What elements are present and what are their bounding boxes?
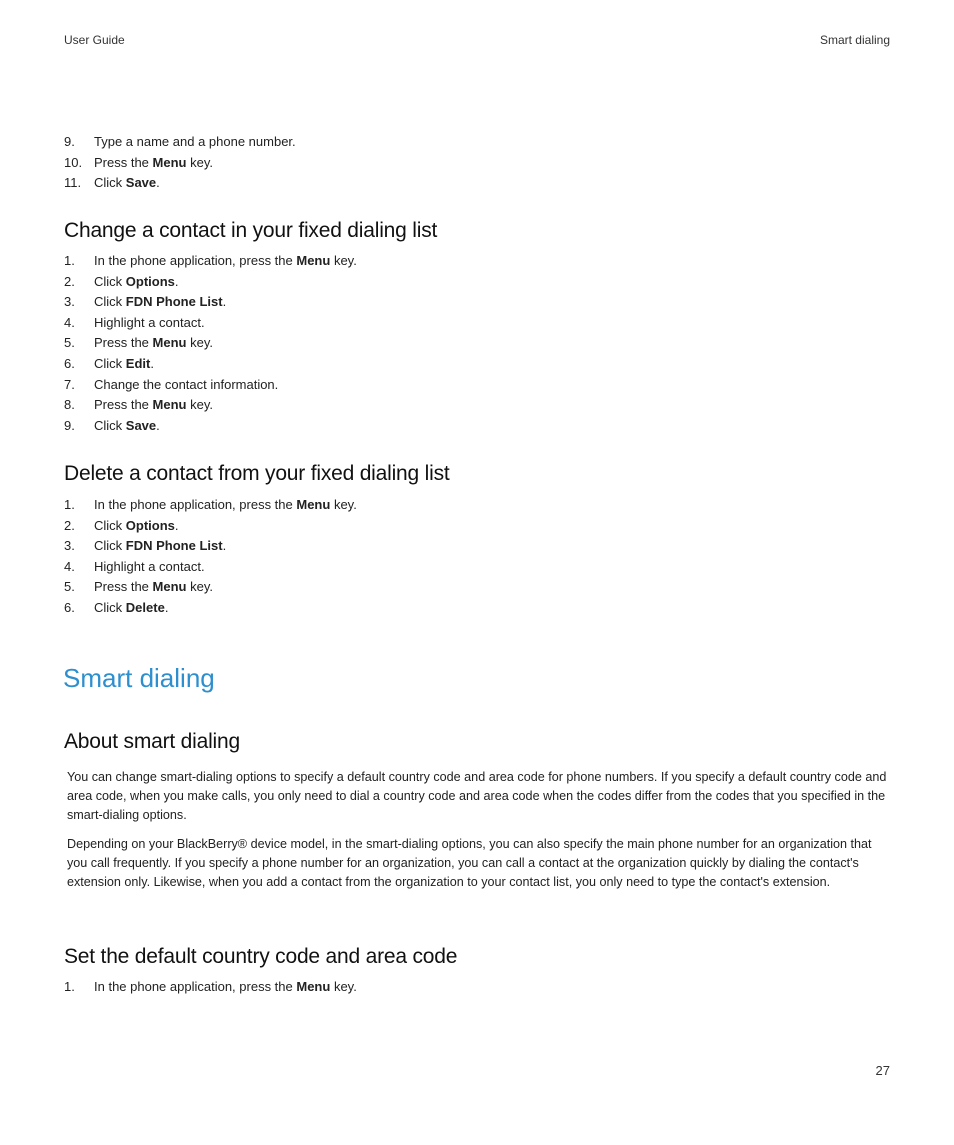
list-item <box>64 292 357 313</box>
page-number: 27 <box>875 1063 890 1078</box>
step-text: Click <box>94 538 126 554</box>
step-ui-term: Options <box>125 517 175 533</box>
step-text: In the phone application, press the <box>94 253 297 268</box>
step-text-suffix: . <box>174 273 179 289</box>
step-text-suffix: key. <box>186 579 213 595</box>
list-item <box>64 173 296 194</box>
list-item <box>64 557 357 578</box>
list-delete-contact-steps <box>64 495 357 619</box>
step-number: 4. <box>64 558 75 574</box>
step-ui-term: Menu <box>152 154 187 170</box>
step-text: Click <box>94 273 126 289</box>
step-number: 3. <box>64 294 75 310</box>
step-number: 7. <box>64 376 75 392</box>
step-number: 11. <box>64 175 82 191</box>
list-item <box>64 375 357 396</box>
step-text-suffix: key. <box>330 253 357 268</box>
step-ui-term: Save <box>125 417 157 433</box>
step-number: 2. <box>64 517 75 533</box>
list-change-contact-steps <box>64 251 357 436</box>
step-text-suffix: . <box>150 355 154 371</box>
step-text-suffix: key. <box>186 154 213 170</box>
step-number: 6. <box>64 355 75 371</box>
step-text-suffix: . <box>156 175 160 191</box>
list-item <box>64 132 296 153</box>
step-text: Click <box>94 175 126 191</box>
step-text: Press the <box>94 154 153 170</box>
step-text: Click <box>94 294 126 310</box>
step-number: 8. <box>64 397 75 413</box>
chapter-heading-smart-dialing: Smart dialing <box>63 663 215 693</box>
step-ui-term: Edit <box>125 355 151 371</box>
list-item <box>64 395 357 416</box>
step-text: Click <box>94 355 126 371</box>
running-header-right: Smart dialing <box>819 33 890 47</box>
step-text-suffix: key. <box>330 497 357 512</box>
step-ui-term: Menu <box>152 397 187 413</box>
step-number: 3. <box>64 538 75 554</box>
step-text: Click <box>94 517 126 533</box>
step-ui-term: Menu <box>152 335 187 351</box>
step-number: 9. <box>64 134 75 149</box>
step-ui-term: Options <box>125 273 175 289</box>
step-ui-term: Delete <box>125 599 165 615</box>
list-item <box>64 313 357 334</box>
step-ui-term: FDN Phone List <box>125 538 223 554</box>
step-number: 10. <box>64 154 83 170</box>
list-item <box>64 577 357 598</box>
step-number: 4. <box>64 314 75 330</box>
list-item <box>64 977 357 998</box>
step-number: 1. <box>64 497 75 512</box>
list-item <box>64 251 357 272</box>
list-item <box>64 272 357 293</box>
list-set-default-code-steps <box>64 977 357 998</box>
step-text: Highlight a contact. <box>94 558 205 574</box>
step-text: In the phone application, press the <box>94 979 297 994</box>
section-heading-delete-contact: Delete a contact from your fixed dialing list <box>64 462 450 485</box>
step-ui-term: Menu <box>296 979 331 994</box>
step-number: 1. <box>64 253 75 268</box>
list-item <box>64 333 357 354</box>
step-text-suffix: key. <box>186 397 213 413</box>
step-number: 5. <box>64 579 75 595</box>
step-number: 2. <box>64 273 75 289</box>
step-text: Press the <box>94 579 153 595</box>
list-item <box>64 416 357 437</box>
step-number: 5. <box>64 335 75 351</box>
step-ui-term: Menu <box>296 253 331 268</box>
paragraph-about-1: You can change smart-dialing options to specify a default country code and area code for phone numbers. If you specify a default country code and area code, when you make calls, you only need to dial a country code and area code when the codes differ from the codes that you specified in the smart-dialing options. <box>67 770 887 822</box>
list-item <box>64 598 357 619</box>
step-text-suffix: . <box>222 294 227 310</box>
step-text-suffix: . <box>156 417 160 433</box>
section-heading-set-default-code: Set the default country code and area code <box>64 945 458 968</box>
step-text-suffix: . <box>164 599 169 615</box>
section-heading-change-contact: Change a contact in your fixed dialing list <box>64 219 438 242</box>
step-text: Click <box>94 417 126 433</box>
list-item <box>64 153 296 174</box>
step-ui-term: Menu <box>296 497 331 512</box>
step-text: Click <box>94 599 126 615</box>
running-header-left: User Guide <box>64 33 125 47</box>
paragraph-about-2: Depending on your BlackBerry® device model, in the smart-dialing options, you can also specify the main phone number for an organization that you call frequently. If you specify a phone number for an organization, you can call a contact at the organization quickly by dialing the contact's extension only. Likewise, when you add a contact from the organization to your contact list, you only need to type the contact's extension. <box>67 837 872 889</box>
list-item <box>64 536 357 557</box>
step-text: Change the contact information. <box>94 376 279 392</box>
step-text-suffix: key. <box>186 335 213 351</box>
step-text: Press the <box>94 397 153 413</box>
step-text-suffix: . <box>222 538 227 554</box>
step-ui-term: Save <box>125 175 157 191</box>
step-text: In the phone application, press the <box>94 497 297 512</box>
step-text: Highlight a contact. <box>94 314 205 330</box>
step-ui-term: Menu <box>152 579 187 595</box>
list-continued-steps <box>64 132 296 194</box>
step-number: 6. <box>64 599 75 615</box>
step-number: 9. <box>64 417 75 433</box>
list-item <box>64 495 357 516</box>
step-text: Type a name and a phone number. <box>94 134 296 149</box>
step-text-suffix: key. <box>330 979 357 994</box>
section-heading-about-smart-dialing: About smart dialing <box>64 730 240 753</box>
list-item <box>64 354 357 375</box>
list-item <box>64 516 357 537</box>
step-text: Press the <box>94 335 153 351</box>
step-text-suffix: . <box>174 517 179 533</box>
step-ui-term: FDN Phone List <box>125 294 223 310</box>
step-number: 1. <box>64 979 75 994</box>
